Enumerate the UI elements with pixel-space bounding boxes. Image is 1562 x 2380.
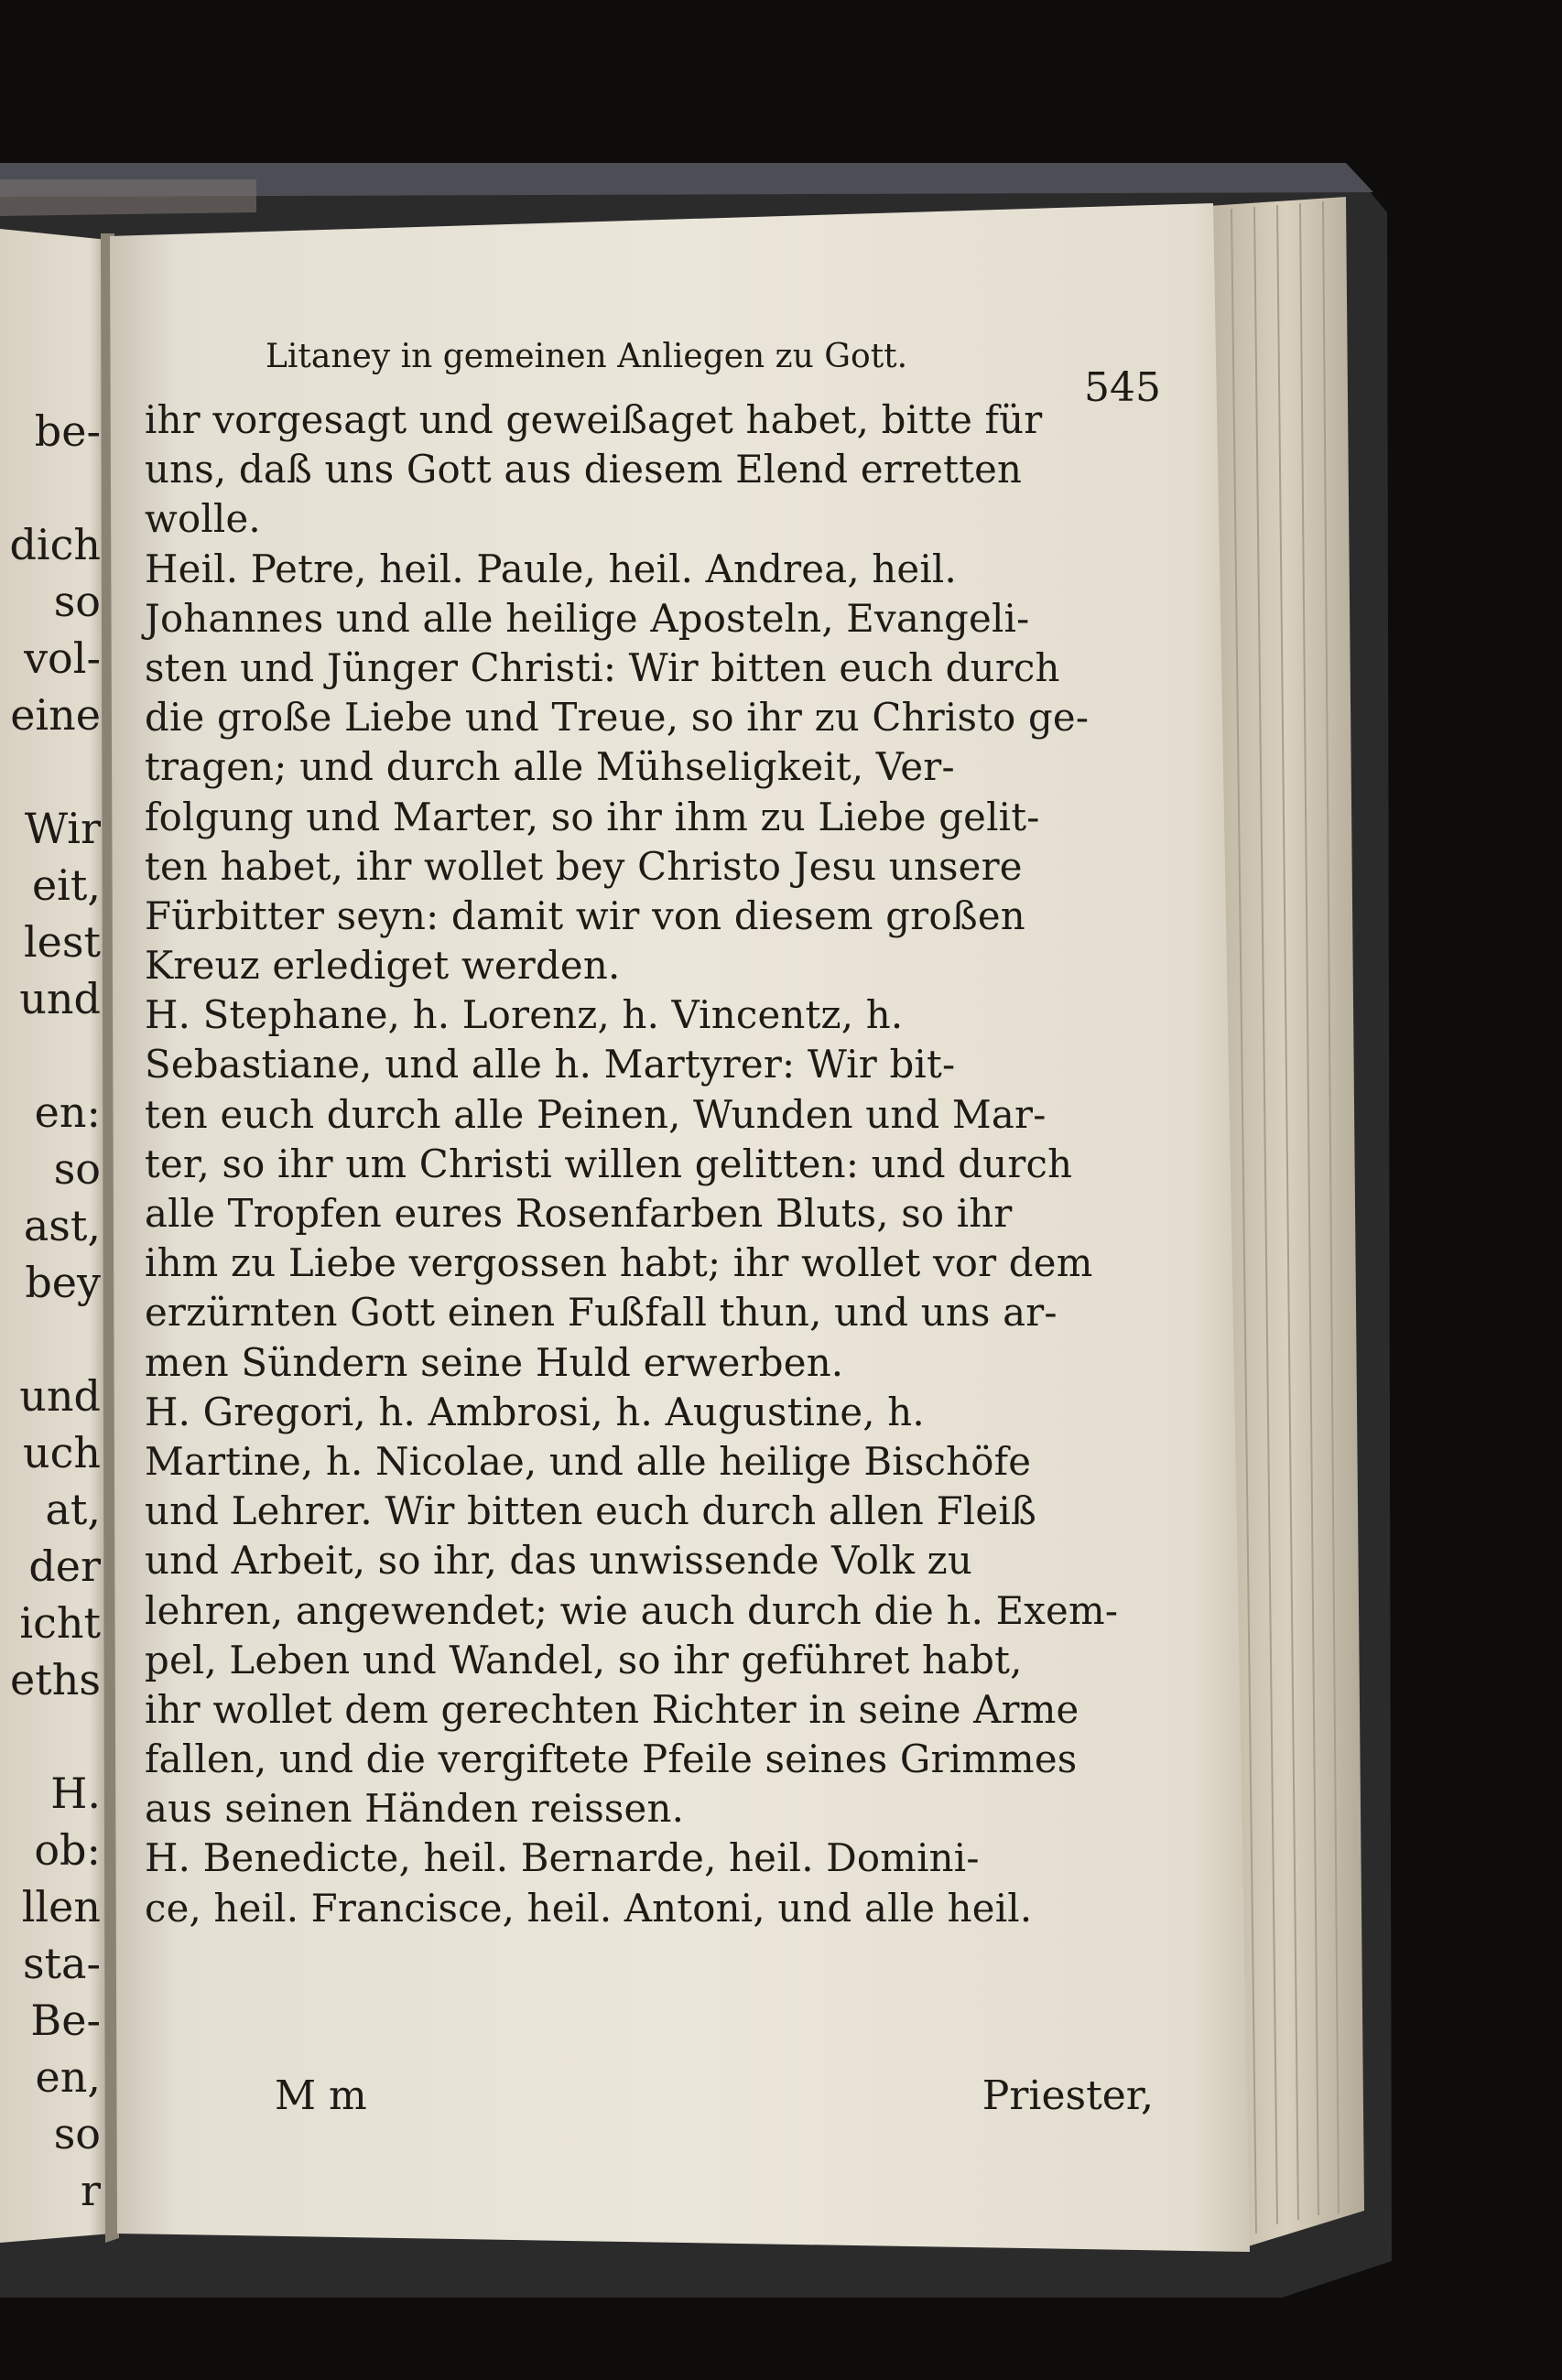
body-line: alle Tropfen eures Rosenfarben Bluts, so ihr bbox=[145, 1191, 1013, 1236]
body-line: die große Liebe und Treue, so ihr zu Christo ge- bbox=[145, 695, 1090, 741]
left-page-fragment: so bbox=[53, 577, 101, 626]
body-line: Kreuz erlediget werden. bbox=[145, 943, 621, 989]
body-line: Johannes und alle heilige Aposteln, Evangeli- bbox=[145, 595, 1030, 641]
body-line: ce, heil. Francisce, heil. Antoni, und alle heil. bbox=[145, 1885, 1033, 1931]
page-number: 545 bbox=[1084, 364, 1161, 411]
left-page-fragment: sta- bbox=[22, 1939, 101, 1988]
body-line: H. Benedicte, heil. Bernarde, heil. Domini- bbox=[145, 1835, 980, 1881]
body-line: aus seinen Händen reissen. bbox=[145, 1786, 685, 1832]
left-page-fragment: llen bbox=[21, 1882, 101, 1931]
left-page-fragment: r bbox=[81, 2166, 101, 2215]
signature-mark: M m bbox=[275, 2072, 367, 2119]
body-line: Heil. Petre, heil. Paule, heil. Andrea, heil. bbox=[145, 546, 957, 591]
left-page-fragment: dich bbox=[9, 520, 101, 569]
headband bbox=[0, 179, 256, 216]
left-page-fragment: Wir bbox=[24, 804, 101, 853]
left-page-fragment bbox=[9, 460, 101, 516]
left-page-fragment: icht bbox=[19, 1598, 101, 1648]
left-page-fragment: bey bbox=[25, 1258, 101, 1307]
body-line: H. Gregori, h. Ambrosi, h. Augustine, h. bbox=[145, 1389, 925, 1434]
body-line: wolle. bbox=[145, 496, 261, 542]
left-page-fragment: vol- bbox=[24, 633, 101, 683]
body-line: fallen, und die vergiftete Pfeile seines Grimmes bbox=[145, 1736, 1078, 1782]
body-line: ter, so ihr um Christi willen gelitten: und durch bbox=[145, 1141, 1073, 1186]
catchword: Priester, bbox=[982, 2072, 1154, 2119]
body-line: ihr wollet dem gerechten Richter in seine Arme bbox=[145, 1686, 1079, 1732]
left-page-fragment: Be- bbox=[30, 1996, 101, 2045]
body-line: ihr vorgesagt und geweißaget habet, bitte für bbox=[145, 397, 1043, 442]
body-line: tragen; und durch alle Mühseligkeit, Ver- bbox=[145, 744, 955, 790]
left-page-fragment: H. bbox=[50, 1769, 101, 1818]
body-line: erzürnten Gott einen Fußfall thun, und uns ar- bbox=[145, 1290, 1058, 1336]
body-line: ten habet, ihr wollet bey Christo Jesu unsere bbox=[145, 843, 1023, 889]
body-line: sten und Jünger Christi: Wir bitten euch durch bbox=[145, 644, 1060, 690]
body-line: Sebastiane, und alle h. Martyrer: Wir bit- bbox=[145, 1042, 956, 1087]
left-page-fragment: ast, bbox=[23, 1201, 101, 1250]
left-page-fragment: eths bbox=[10, 1655, 101, 1704]
left-page-fragment: und bbox=[19, 974, 101, 1023]
body-line: ten euch durch alle Peinen, Wunden und Mar- bbox=[145, 1091, 1047, 1137]
left-page-fragment bbox=[9, 1311, 101, 1368]
left-page-fragment: eine bbox=[10, 690, 101, 740]
body-line: Martine, h. Nicolae, und alle heilige Bischöfe bbox=[145, 1438, 1032, 1484]
left-page-fragment bbox=[9, 1027, 101, 1084]
body-line: folgung und Marter, so ihr ihm zu Liebe gelit- bbox=[145, 794, 1040, 839]
left-page-fragment: be- bbox=[34, 406, 101, 456]
left-page-fragment: en, bbox=[35, 2052, 101, 2102]
left-page-fragment: uch bbox=[22, 1428, 101, 1477]
body-line: men Sündern seine Huld erwerben. bbox=[145, 1339, 844, 1385]
left-page-fragment: eit, bbox=[31, 860, 101, 910]
left-page-fragment: en: bbox=[34, 1087, 101, 1137]
body-line: und Arbeit, so ihr, das unwissende Volk zu bbox=[145, 1538, 972, 1584]
body-text bbox=[145, 395, 1139, 1933]
left-page-fragment: so bbox=[53, 2109, 101, 2158]
left-page-fragment bbox=[9, 743, 101, 800]
body-line: H. Stephane, h. Lorenz, h. Vincentz, h. bbox=[145, 992, 904, 1038]
left-page-text-fragments bbox=[9, 403, 101, 2219]
left-page-fragment bbox=[9, 1708, 101, 1765]
body-line: uns, daß uns Gott aus diesem Elend erretten bbox=[145, 447, 1023, 492]
body-line: pel, Leben und Wandel, so ihr geführet habt, bbox=[145, 1637, 1023, 1682]
left-page-fragment: at, bbox=[45, 1485, 101, 1534]
left-page-fragment: so bbox=[53, 1144, 101, 1194]
body-line: Fürbitter seyn: damit wir von diesem großen bbox=[145, 892, 1025, 938]
body-line: ihm zu Liebe vergossen habt; ihr wollet vor dem bbox=[145, 1240, 1093, 1286]
left-page-fragment: ob: bbox=[34, 1825, 101, 1875]
left-page-fragment: lest bbox=[23, 917, 101, 967]
running-header: Litaney in gemeinen Anliegen zu Gott. bbox=[266, 338, 908, 375]
left-page-fragment: der bbox=[28, 1542, 101, 1591]
body-line: lehren, angewendet; wie auch durch die h. Exem- bbox=[145, 1587, 1119, 1633]
body-line: und Lehrer. Wir bitten euch durch allen Fleiß bbox=[145, 1488, 1037, 1534]
left-page-fragment: und bbox=[19, 1371, 101, 1421]
